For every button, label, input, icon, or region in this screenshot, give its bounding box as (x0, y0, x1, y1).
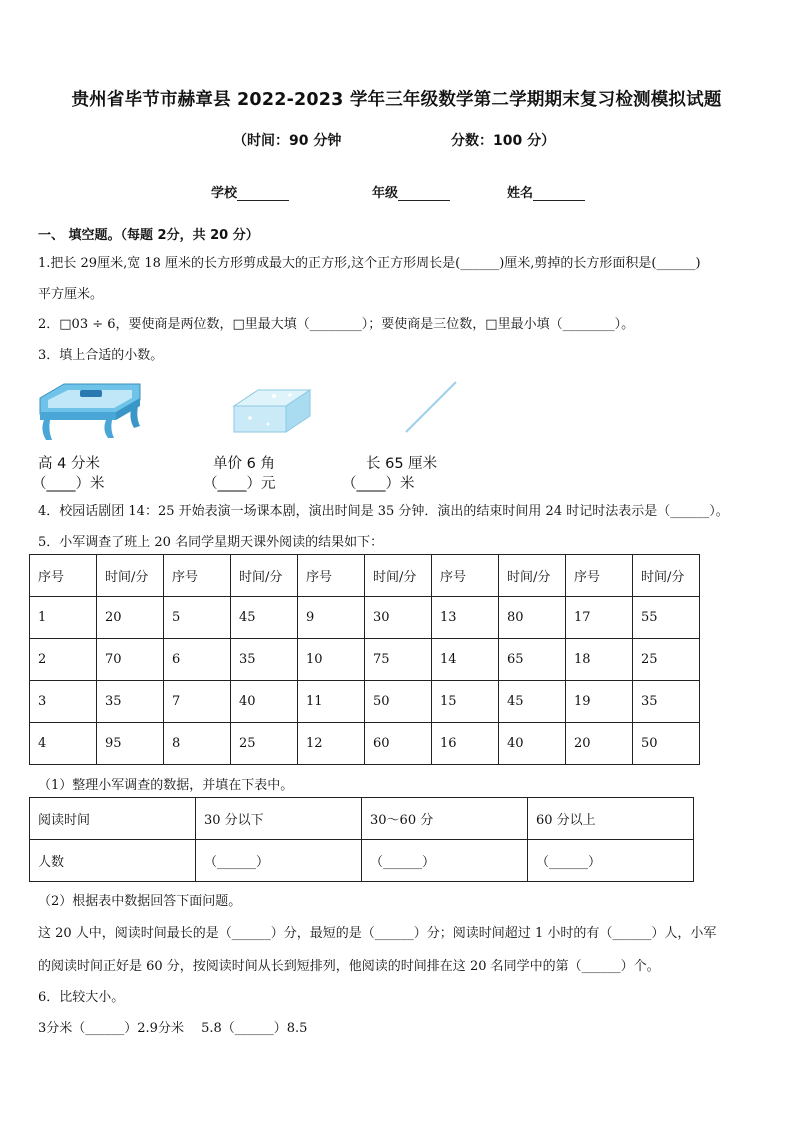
question-5: 5．小军调查了班上 20 名同学星期天课外阅读的结果如下： (38, 535, 384, 550)
table-row (30, 723, 700, 765)
table-cell: 2 (30, 639, 97, 681)
table-row (30, 681, 700, 723)
table-cell: 35 (231, 639, 298, 681)
header-cell: 序号 (566, 555, 633, 597)
reading-data-table (29, 554, 700, 765)
table-cell: 25 (633, 639, 700, 681)
table-cell: （______） (528, 840, 694, 882)
header-cell: 序号 (432, 555, 499, 597)
item-label: 单价 6 角 (213, 456, 275, 472)
item-label: 高 4 分米 (38, 456, 100, 472)
table-cell: 50 (365, 681, 432, 723)
table-row (30, 798, 694, 840)
table-cell: 14 (432, 639, 499, 681)
table-cell: 10 (298, 639, 365, 681)
table-cell: 25 (231, 723, 298, 765)
table-cell: 6 (164, 639, 231, 681)
table-cell: 11 (298, 681, 365, 723)
section-heading: 一、 填空题。（每题 2分，共 20 分） (38, 228, 259, 243)
name-field: 姓名 (507, 182, 585, 201)
table-cell: 20 (97, 597, 164, 639)
table-cell: 50 (633, 723, 700, 765)
header-cell: 时间/分 (499, 555, 566, 597)
answer-blank: （____）元 (203, 476, 276, 492)
table-cell: 45 (499, 681, 566, 723)
table-row (30, 597, 700, 639)
table-cell: 30～60 分 (362, 798, 528, 840)
school-field: 学校 (211, 182, 289, 201)
table-cell: 16 (432, 723, 499, 765)
table-cell: 15 (432, 681, 499, 723)
table-cell: 40 (231, 681, 298, 723)
table-cell: 7 (164, 681, 231, 723)
table-cell: 80 (499, 597, 566, 639)
table-cell: 人数 (30, 840, 196, 882)
table-cell: 45 (231, 597, 298, 639)
question-2: 2．□03 ÷ 6，要使商是两位数，□里最大填（________）；要使商是三位数，□里最小填（________）。 (38, 317, 635, 332)
table-cell: 70 (97, 639, 164, 681)
question-4: 4．校园话剧团 14：25 开始表演一场课本剧，演出时间是 35 分钟．演出的结束时间用 24 时记时法表示是（______）。 (38, 504, 729, 519)
table-cell: 12 (298, 723, 365, 765)
table-row (30, 840, 694, 882)
paragraph-line: 的阅读时间正好是 60 分，按阅读时间从长到短排列，他阅读的时间排在这 20 名同学中的第（______）个。 (38, 959, 660, 974)
summary-table (29, 797, 694, 882)
table-cell: 20 (566, 723, 633, 765)
question-1: 1.把长 29厘米,宽 18 厘米的长方形剪成最大的正方形,这个正方形周长是(______)厘米,剪掉的长方形面积是(______) (38, 256, 701, 271)
table-cell: 13 (432, 597, 499, 639)
table-cell: （______） (362, 840, 528, 882)
header-cell: 序号 (298, 555, 365, 597)
grade-field: 年级 (372, 182, 450, 201)
table-cell: 65 (499, 639, 566, 681)
table-cell: 30 (365, 597, 432, 639)
header-cell: 时间/分 (231, 555, 298, 597)
table-cell: 阅读时间 (30, 798, 196, 840)
table-image (36, 378, 146, 442)
table-cell: 1 (30, 597, 97, 639)
eraser-image (230, 386, 314, 436)
table-cell: 75 (365, 639, 432, 681)
table-row (30, 639, 700, 681)
page-title: 贵州省毕节市赫章县 2022-2023 学年三年级数学第二学期期末复习检测模拟试题 (71, 90, 722, 110)
header-cell: 序号 (164, 555, 231, 597)
answer-blank: （____）米 (342, 476, 415, 492)
table-cell: 19 (566, 681, 633, 723)
question-3: 3．填上合适的小数。 (38, 348, 164, 363)
header-cell: 时间/分 (97, 555, 164, 597)
table-cell: 60 分以上 (528, 798, 694, 840)
time-info: （时间：90 分钟 (233, 133, 342, 149)
table-cell: 5 (164, 597, 231, 639)
stick-image (402, 380, 460, 436)
table-cell: 3 (30, 681, 97, 723)
table-cell: 4 (30, 723, 97, 765)
sub-question-2: （2）根据表中数据回答下面问题。 (38, 894, 242, 909)
sub-question-1: （1）整理小军调查的数据，并填在下表中。 (38, 778, 294, 793)
answer-blank: （____）米 (32, 476, 105, 492)
table-cell: 60 (365, 723, 432, 765)
question-6: 6．比较大小。 (38, 990, 125, 1005)
table-cell: 95 (97, 723, 164, 765)
table-cell: 17 (566, 597, 633, 639)
table-cell: 30 分以下 (196, 798, 362, 840)
table-cell: 40 (499, 723, 566, 765)
table-cell: 55 (633, 597, 700, 639)
table-cell: （______） (196, 840, 362, 882)
header-cell: 序号 (30, 555, 97, 597)
table-cell: 18 (566, 639, 633, 681)
table-cell: 8 (164, 723, 231, 765)
header-cell: 时间/分 (633, 555, 700, 597)
table-cell: 35 (97, 681, 164, 723)
question-6-line: 3分米（______）2.9分米 5.8（______）8.5 (38, 1021, 308, 1036)
paragraph-line: 这 20 人中，阅读时间最长的是（______）分，最短的是（______）分；阅读时间超过 1 小时的有（______）人，小军 (38, 926, 717, 941)
table-cell: 9 (298, 597, 365, 639)
score-info: 分数：100 分） (451, 133, 556, 149)
item-label: 长 65 厘米 (366, 456, 438, 472)
table-header-row (30, 555, 700, 597)
question-1-cont: 平方厘米。 (38, 287, 104, 302)
table-cell: 35 (633, 681, 700, 723)
header-cell: 时间/分 (365, 555, 432, 597)
